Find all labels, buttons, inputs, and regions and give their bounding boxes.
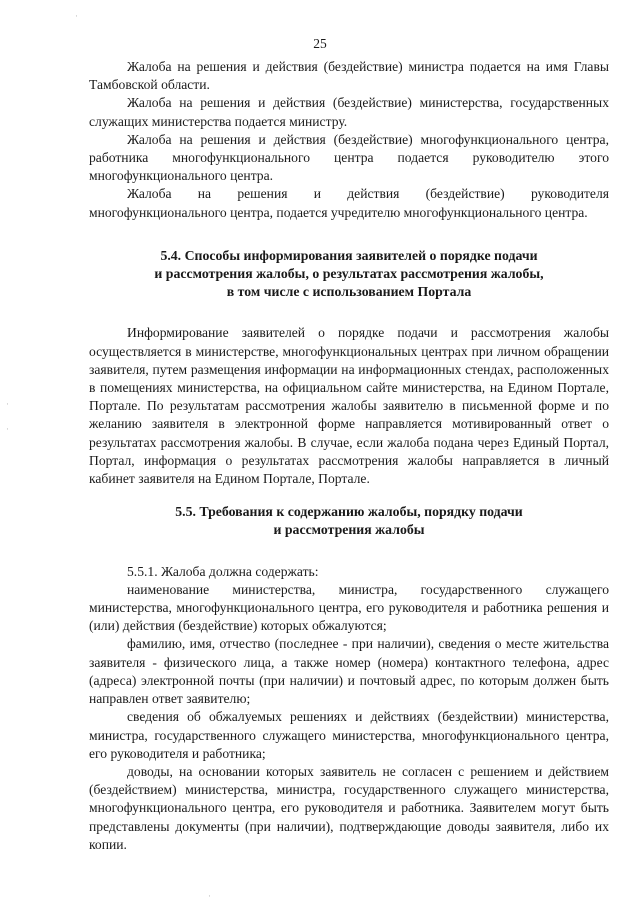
- paragraph-complaint-minister: Жалоба на решения и действия (бездействие) министра подается на имя Главы Тамбовской области.: [89, 59, 609, 93]
- paragraph-complaint-mfc: Жалоба на решения и действия (бездействие) многофункционального центра, работника многофункционального центра подается руководителю этого многофункционального центра.: [89, 131, 609, 184]
- scan-artifact: ·: [6, 399, 9, 409]
- scan-artifact: ·: [208, 891, 211, 901]
- section-5-4-heading-line: 5.4. Способы информирования заявителей о порядке подачи: [160, 247, 538, 263]
- section-5-5-heading-line: 5.5. Требования к содержанию жалобы, порядку подачи: [175, 504, 523, 520]
- section-5-5-heading: [89, 503, 609, 539]
- page-number: 25: [313, 36, 327, 51]
- section-5-4-paragraph: Информирование заявителей о порядке подачи и рассмотрения жалобы осуществляется в министерстве, многофункциональных центрах при личном обращении заявителя, путем размещения информации на информационных стендах, расположенных в помещениях министерства, на официальном сайте министерства, на Едином Портале, Портале. По результатам рассмотрения жалобы заявителю в письменной форме и по желанию заявителя в электронной форме направляется мотивированный ответ о результатах рассмотрения жалобы. В случае, если жалоба подана через Единый Портал, Портал, информация о результатах рассмотрения жалобы направляется в личный кабинет заявителя на Едином Портале, Портале.: [89, 325, 609, 487]
- section-5-4-heading-line: в том числе с использованием Портала: [226, 284, 472, 300]
- paragraph-complaint-ministry: Жалоба на решения и действия (бездействие) министерства, государственных служащих министерства подается министру.: [89, 95, 609, 129]
- paragraph-requirement-decisions: сведения об обжалуемых решениях и действиях (бездействии) министерства, министра, государственного служащего министерства, многофункционального центра, его руководителя и работника;: [89, 709, 609, 761]
- paragraph-complaint-mfc-head: Жалоба на решения и действия (бездействие) руководителя многофункционального центра, подается учредителю многофункционального центра.: [89, 186, 609, 220]
- section-5-4-heading: [89, 247, 609, 302]
- paragraph-requirement-applicant: фамилию, имя, отчество (последнее - при наличии), сведения о месте жительства заявителя - физического лица, а также номер (номера) контактного телефона, адрес (адреса) электронной почты (при наличии) и почтовый адрес, по которым должен быть направлен ответ заявителю;: [89, 636, 609, 707]
- section-5-5-heading-line: и рассмотрения жалобы: [273, 522, 425, 538]
- paragraph-requirement-arguments: доводы, на основании которых заявитель не согласен с решением и действием (бездействием) министерства, министра, государственного служащего министерства, многофункционального центра, его руководителя и работника. Заявителем могут быть представлены документы (при наличии), подтверждающие доводы заявителя, либо их копии.: [89, 763, 609, 852]
- paragraph-requirement-names: наименование министерства, министра, государственного служащего министерства, многофункционального центра, его руководителя и работника решения и (или) действия (бездействие) которых обжалуются;: [89, 581, 609, 634]
- page-content: [89, 58, 609, 854]
- scan-artifact: ·: [75, 11, 78, 21]
- paragraph-5-5-1: 5.5.1. Жалоба должна содержать:: [127, 563, 319, 579]
- scan-artifact: ·: [6, 424, 9, 434]
- section-5-4-heading-line: и рассмотрения жалобы, о результатах рассмотрения жалобы,: [154, 266, 544, 282]
